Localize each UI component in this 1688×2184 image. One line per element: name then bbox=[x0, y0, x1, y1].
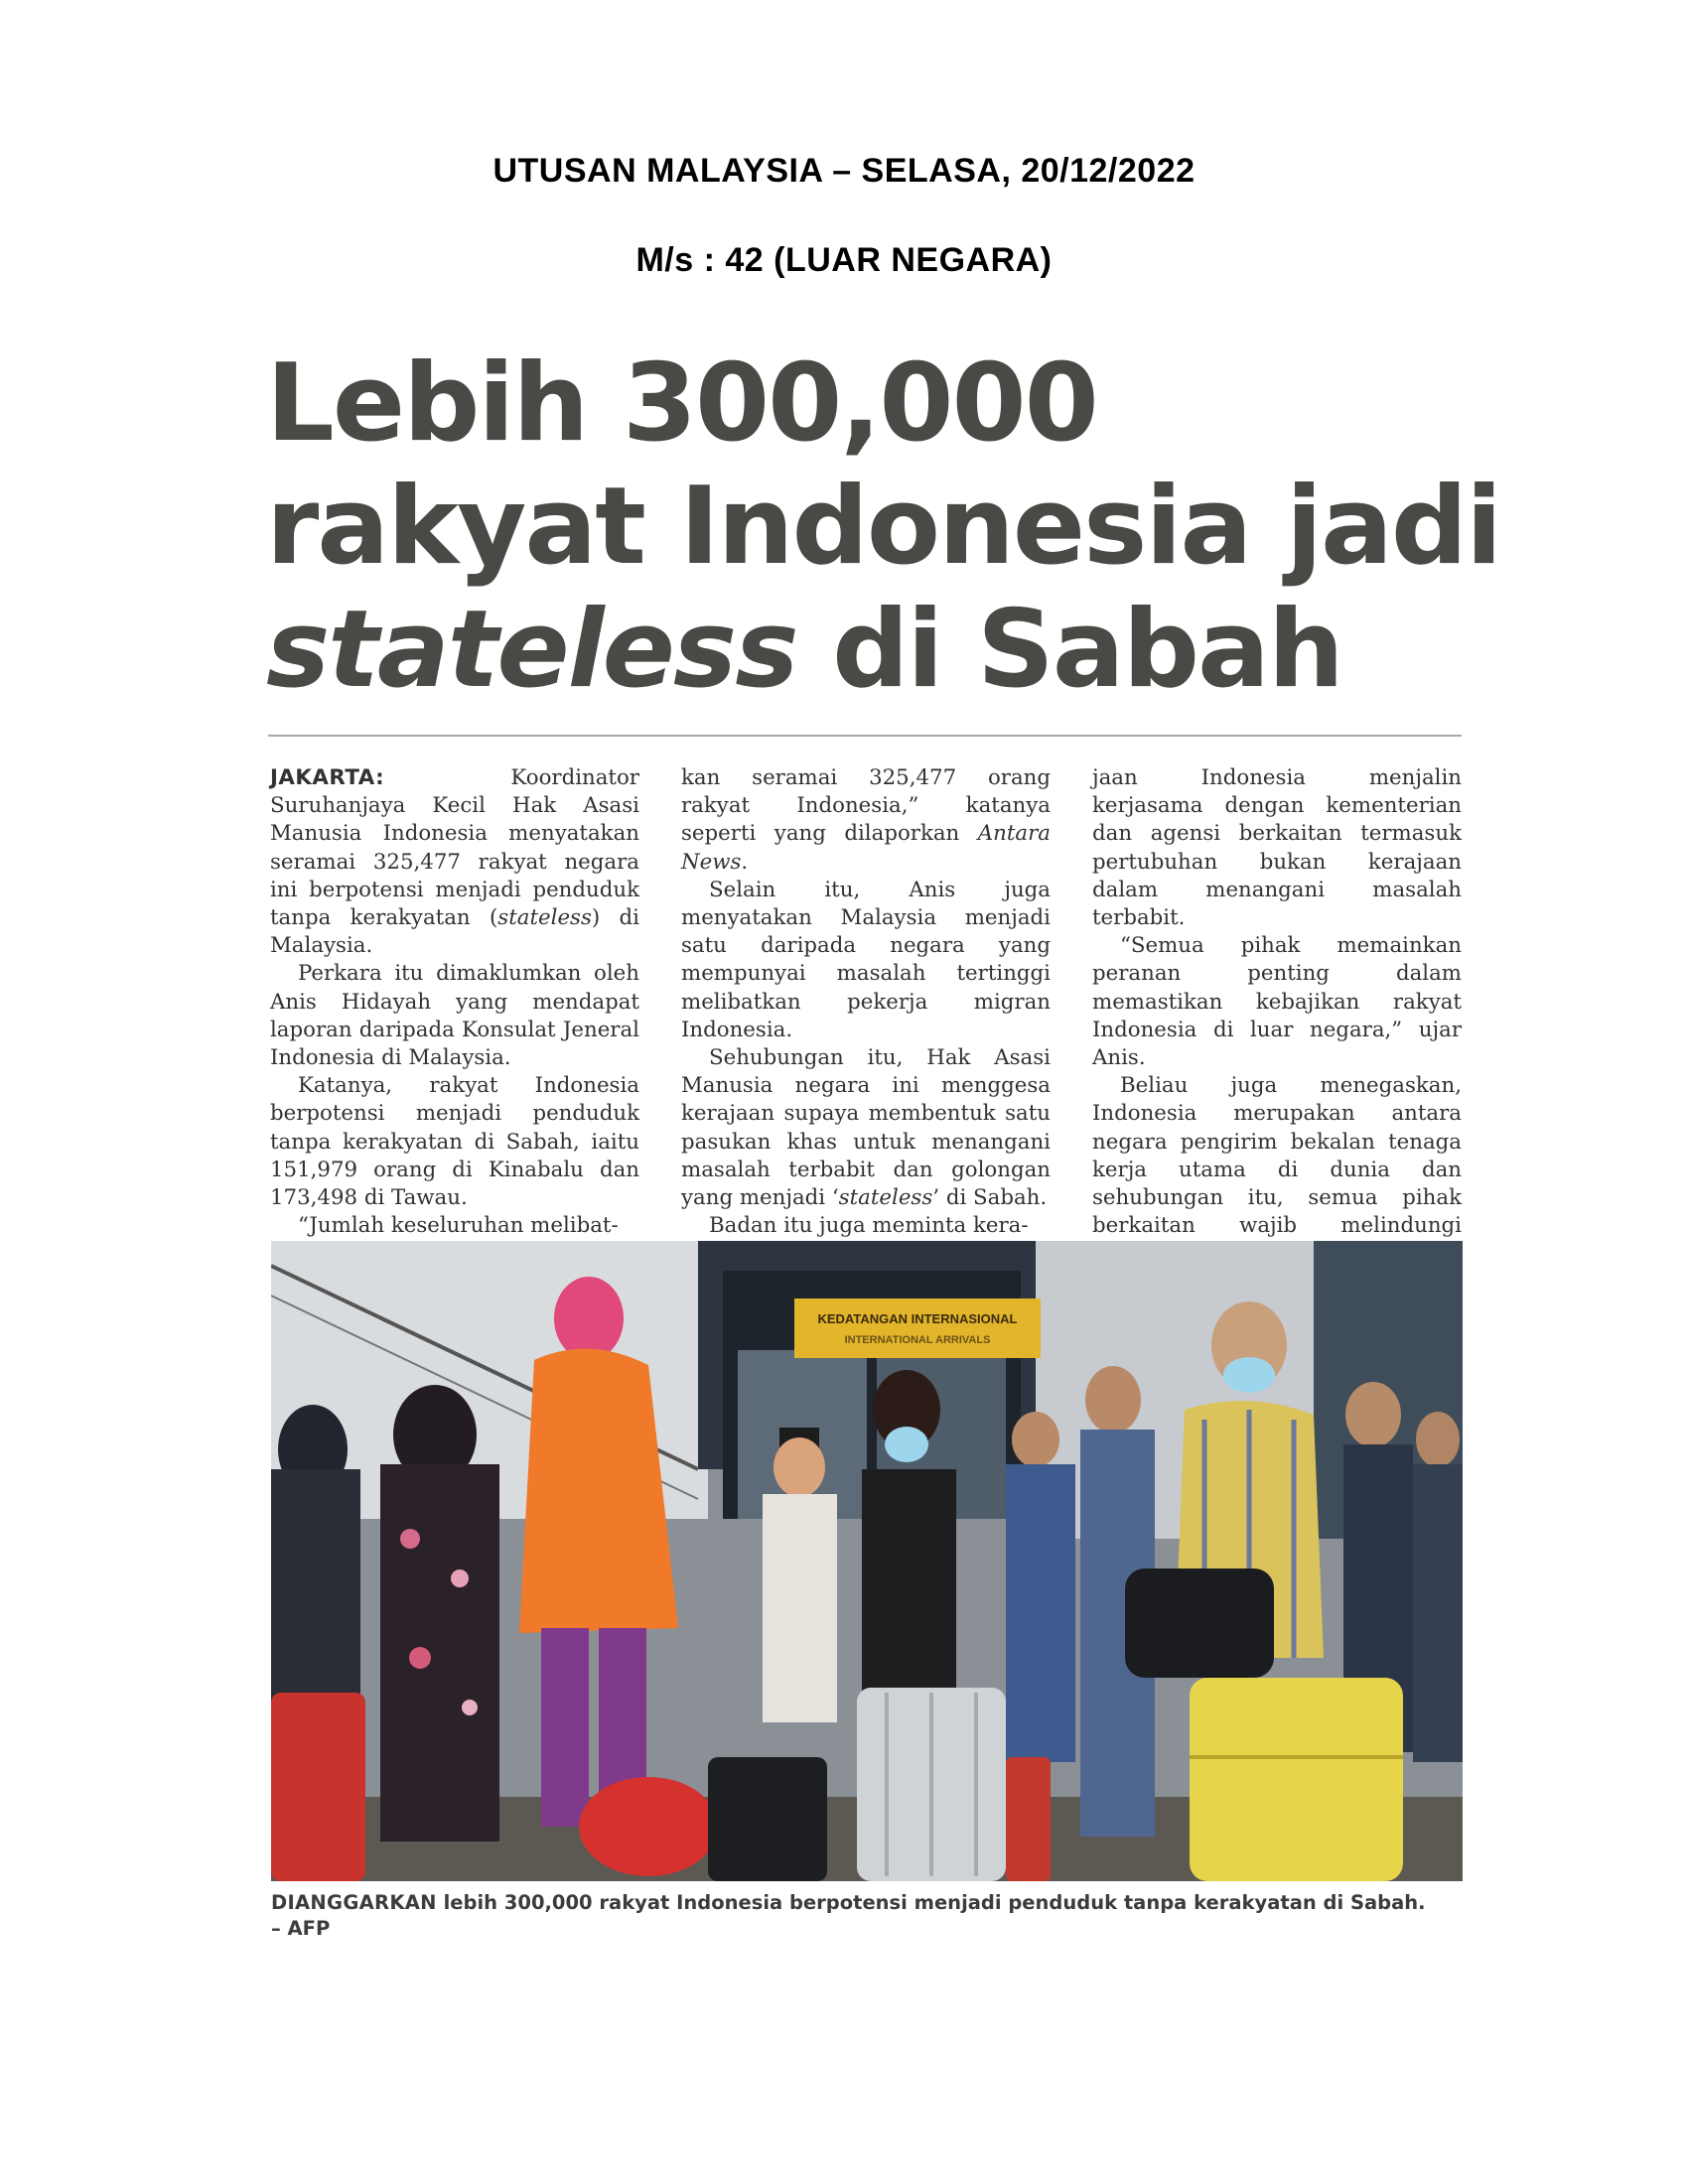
headline-line-2: rakyat Indonesia jadi bbox=[266, 465, 1501, 589]
paragraph: Badan itu juga meminta kera- bbox=[709, 1213, 1029, 1239]
red-suitcase bbox=[271, 1693, 365, 1881]
italic-source: Antara News bbox=[681, 821, 1051, 875]
paragraph bbox=[681, 1044, 1051, 1212]
headline-line-3-rest: di Sabah bbox=[796, 588, 1342, 712]
caption-credit: – AFP bbox=[271, 1917, 331, 1940]
article-body bbox=[270, 764, 1462, 1239]
paragraph: Perkara itu dimaklumkan oleh Anis Hidayah yang mendapat laporan daripada Konsulat Jeneral Indonesia di Malaysia. bbox=[270, 961, 639, 1071]
paragraph bbox=[681, 764, 1051, 877]
photo-illustration bbox=[271, 1241, 1463, 1881]
italic-term: stateless bbox=[497, 905, 592, 931]
article-column-2 bbox=[681, 764, 1051, 1239]
paragraph-text: Koordinator Suruhanjaya Kecil Hak Asasi Manusia Indonesia menyatakan seramai 325,477 rakyat negara ini berpotensi menjadi penduduk tanpa kerakyatan ( bbox=[270, 765, 639, 931]
paragraph-text: Sehubungan itu, Hak Asasi Manusia negara ini menggesa kerajaan supaya membentuk satu pasukan khas untuk menangani masalah terbabit dan golongan yang menjadi ‘ bbox=[681, 1045, 1051, 1211]
page-line: M/s : 42 (LUAR NEGARA) bbox=[635, 241, 1053, 279]
paragraph-text: kan seramai 325,477 orang rakyat Indonesia,” katanya seperti yang dilaporkan bbox=[681, 765, 1051, 847]
paragraph-text: ) di Malaysia. bbox=[270, 905, 639, 959]
article-column-3 bbox=[1092, 764, 1462, 1239]
paragraph: jaan Indonesia menjalin kerjasama dengan kementerian dan agensi berkaitan termasuk pertubuhan bukan kerajaan dalam menangani masalah terbabit. bbox=[1092, 765, 1462, 931]
headline bbox=[266, 341, 1501, 712]
sign-text-line-2: INTERNATIONAL ARRIVALS bbox=[844, 1334, 991, 1346]
caption-text: lebih 300,000 rakyat Indonesia berpotensi menjadi penduduk tanpa kerakyatan di Sabah. bbox=[436, 1891, 1426, 1914]
headline-line-3 bbox=[266, 589, 1487, 712]
paragraph: “Semua pihak memainkan peranan penting dalam memastikan kebajikan rakyat Indonesia di luar negara,” ujar Anis. bbox=[1092, 933, 1462, 1071]
arrivals-sign bbox=[794, 1298, 1041, 1358]
italic-term: stateless bbox=[838, 1185, 933, 1211]
headline-divider bbox=[268, 735, 1462, 737]
photo-caption bbox=[271, 1890, 1463, 1942]
paragraph: “Jumlah keseluruhan melibat- bbox=[298, 1213, 619, 1239]
news-photo bbox=[271, 1241, 1463, 1881]
paragraph: Selain itu, Anis juga menyatakan Malaysia menjadi satu daripada negara yang mempunyai masalah tertinggi melibatkan pekerja migran Indonesia. bbox=[681, 877, 1051, 1042]
paragraph: Beliau juga menegaskan, Indonesia merupakan antara negara pengirim bekalan tenaga kerja utama di dunia dan sehubungan itu, semua pihak berkaitan wajib melindungi bbox=[1092, 1073, 1462, 1239]
dateline: JAKARTA: bbox=[270, 765, 385, 790]
paragraph bbox=[270, 764, 639, 960]
paragraph-text: ’ di Sabah. bbox=[932, 1185, 1048, 1211]
publication-line: UTUSAN MALAYSIA – SELASA, 20/12/2022 bbox=[492, 152, 1196, 190]
caption-lead: DIANGGARKAN bbox=[271, 1891, 437, 1914]
paragraph-text: . bbox=[741, 849, 749, 875]
sign-text-line-1: KEDATANGAN INTERNASIONAL bbox=[817, 1311, 1018, 1326]
article-column-1 bbox=[270, 764, 639, 1239]
yellow-suitcase bbox=[1190, 1678, 1403, 1881]
headline-italic-word: stateless bbox=[266, 588, 797, 712]
paragraph: Katanya, rakyat Indonesia berpotensi menjadi penduduk tanpa kerakyatan di Sabah, iaitu 151,979 orang di Kinabalu dan 173,498 di Tawau. bbox=[270, 1073, 639, 1211]
headline-line-1: Lebih 300,000 bbox=[266, 341, 1097, 466]
